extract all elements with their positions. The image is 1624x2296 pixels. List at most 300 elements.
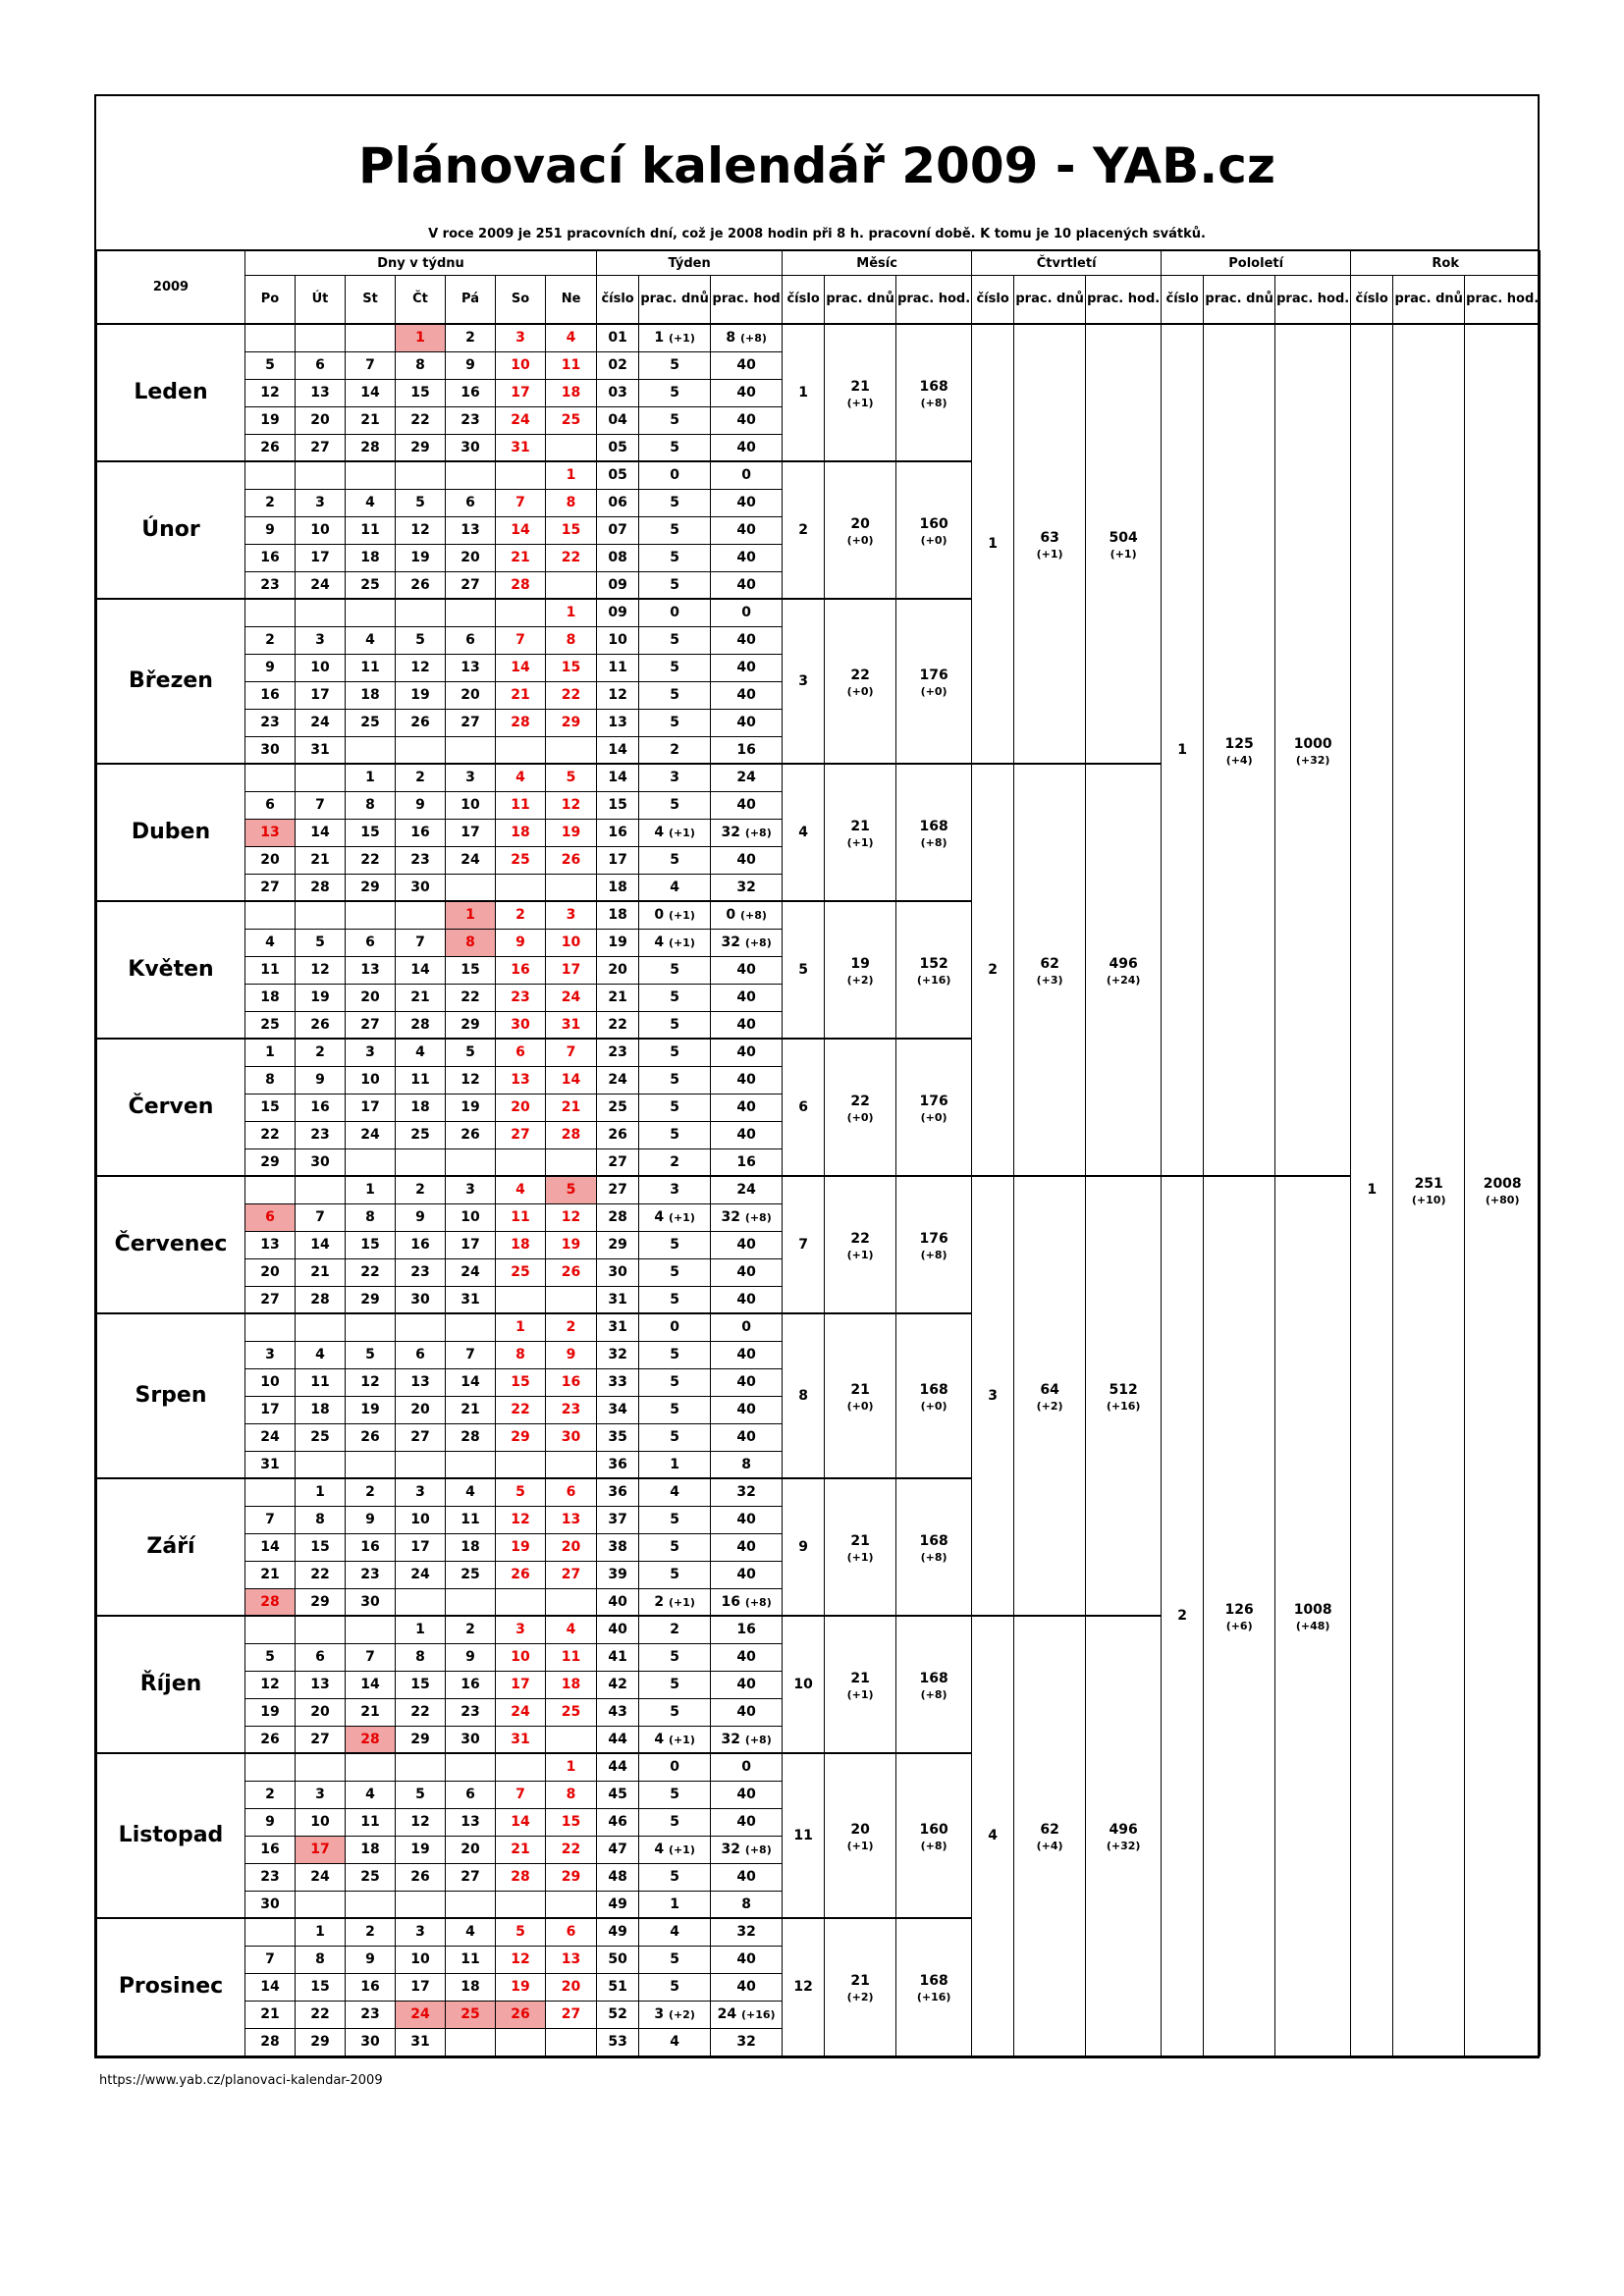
month-workdays [825,599,896,764]
day-cell: 5 [546,764,597,791]
quarter-number: 2 [972,764,1014,1176]
day-cell: 9 [346,1506,396,1533]
day-cell [396,1588,446,1616]
day-cell: 17 [446,819,496,846]
week-workhours-value: 40 [736,412,756,428]
week-workdays-value: 5 [670,1951,679,1967]
day-cell: 20 [346,984,396,1011]
week-workhours [711,1891,783,1918]
week-workdays-delta: (+2) [668,2008,695,2021]
week-workdays-value: 4 [654,1731,665,1747]
week-number: 48 [597,1863,639,1891]
day-cell [396,599,446,626]
week-workhours [711,379,783,406]
month-workhours-delta: (+8) [920,1249,947,1261]
day-cell [446,2028,496,2056]
quarter-workdays-value: 64 [1040,1382,1059,1398]
day-cell: 22 [245,1121,296,1148]
day-cell: 10 [446,791,496,819]
week-workhours [711,1231,783,1258]
day-cell: 25 [496,1258,546,1286]
day-cell: 20 [546,1533,597,1561]
week-workdays-value: 5 [670,385,679,400]
month-workhours [896,764,972,901]
quarter-workhours-value: 504 [1109,530,1138,546]
week-workdays-value: 3 [670,1182,679,1199]
quarter-workhours [1086,1176,1162,1616]
day-cell: 27 [296,434,346,461]
calendar-sheet [94,94,1540,2058]
week-workhours-value: 40 [736,1099,756,1115]
week-workdays [639,1781,711,1808]
day-cell: 19 [396,544,446,571]
day-cell: 10 [396,1506,446,1533]
week-workhours [711,764,783,791]
week-number: 41 [597,1643,639,1671]
week-workdays [639,1258,711,1286]
day-cell: 23 [446,1698,496,1726]
day-cell: 5 [396,489,446,516]
week-workhours-value: 16 [721,1593,740,1610]
day-cell: 1 [346,764,396,791]
day-cell: 30 [546,1423,597,1451]
half-workdays-header: prac. dnů [1204,276,1275,325]
day-cell: 15 [296,1533,346,1561]
week-workdays [639,1451,711,1478]
month-name: Duben [97,764,245,901]
day-cell [446,874,496,901]
day-cell: 3 [296,489,346,516]
month-workdays-delta: (+2) [846,1991,874,2004]
half-workdays-value: 125 [1224,736,1254,752]
week-number: 36 [597,1478,639,1506]
day-cell: 29 [546,709,597,736]
week-workdays [639,654,711,681]
week-number: 25 [597,1094,639,1121]
day-cell: 4 [346,626,396,654]
week-workhours [711,1478,783,1506]
week-workhours-value: 32 [736,1484,756,1501]
day-cell: 24 [396,2001,446,2028]
day-cell: 27 [446,571,496,599]
day-cell: 13 [446,654,496,681]
week-number: 39 [597,1561,639,1588]
month-workhours-value: 168 [919,1671,948,1686]
week-workdays [639,846,711,874]
month-workdays-value: 21 [850,1382,870,1398]
day-cell: 11 [496,1203,546,1231]
week-workdays [639,2028,711,2056]
month-workhours [896,1753,972,1918]
day-cell: 17 [296,681,346,709]
month-number: 10 [783,1616,825,1753]
day-cell: 12 [396,654,446,681]
month-number: 6 [783,1039,825,1176]
day-cell: 30 [245,736,296,764]
week-workdays-value: 5 [670,1814,679,1830]
week-workdays-value: 5 [670,1539,679,1555]
week-number: 50 [597,1946,639,1973]
day-cell: 21 [496,544,546,571]
day-cell: 15 [546,1808,597,1836]
day-cell [496,1753,546,1781]
day-cell: 18 [396,1094,446,1121]
month-workdays-value: 20 [850,1822,870,1838]
week-workhours-value: 40 [736,989,756,1005]
week-number: 49 [597,1891,639,1918]
day-cell: 5 [496,1918,546,1946]
page-title: Plánovací kalendář 2009 - YAB.cz [358,137,1275,194]
day-cell [546,1148,597,1176]
day-cell: 19 [496,1533,546,1561]
day-cell: 14 [245,1973,296,2001]
week-number: 46 [597,1808,639,1836]
week-workhours [711,1726,783,1753]
week-number: 45 [597,1781,639,1808]
day-cell: 4 [446,1918,496,1946]
week-number: 22 [597,1011,639,1039]
day-cell: 14 [496,516,546,544]
day-cell: 7 [245,1946,296,1973]
day-cell [245,1753,296,1781]
week-workdays-value: 5 [670,1704,679,1720]
day-cell: 2 [245,626,296,654]
quarter-workdays-value: 62 [1040,1822,1059,1839]
day-cell [245,1478,296,1506]
day-cell: 15 [396,379,446,406]
week-number: 18 [597,901,639,929]
month-workhours-delta: (+0) [920,1400,947,1413]
week-workdays-value: 4 [670,1924,679,1941]
week-workdays-value: 1 [654,330,665,347]
day-cell: 9 [245,1808,296,1836]
day-cell: 14 [496,654,546,681]
day-cell: 31 [396,2028,446,2056]
week-number: 40 [597,1588,639,1616]
week-workdays [639,736,711,764]
day-cell: 5 [496,1478,546,1506]
day-cell: 21 [245,1561,296,1588]
day-cell: 22 [446,984,496,1011]
week-workhours-value: 40 [736,495,756,510]
month-workdays [825,1478,896,1616]
month-workhours-value: 168 [919,1382,948,1398]
day-cell [496,1286,546,1313]
day-cell: 29 [346,874,396,901]
week-workdays [639,1176,711,1203]
day-cell: 7 [296,1203,346,1231]
week-workdays [639,1478,711,1506]
month-workhours-delta: (+8) [920,1688,947,1701]
day-cell: 24 [296,571,346,599]
day-cell: 21 [346,1698,396,1726]
quarter-workhours-delta: (+16) [1106,1400,1141,1413]
day-cell [296,1176,346,1203]
week-workdays-value: 5 [670,1237,679,1253]
month-name: Leden [97,324,245,461]
day-cell: 17 [346,1094,396,1121]
day-cell [245,324,296,351]
year-workhours-value: 2008 [1483,1176,1522,1193]
week-workdays [639,1918,711,1946]
month-number: 5 [783,901,825,1039]
day-cell: 30 [346,1588,396,1616]
day-cell: 9 [446,351,496,379]
day-cell: 16 [245,1836,296,1863]
week-workhours [711,1973,783,2001]
week-workhours [711,544,783,571]
day-cell: 1 [546,1753,597,1781]
day-cell [296,1753,346,1781]
day-cell: 3 [245,1341,296,1368]
week-workdays-value: 5 [670,852,679,868]
page-subtitle: V roce 2009 je 251 pracovních dní, což je 2008 hodin při 8 h. pracovní době. K tomu je 10 placených svátků. [428,227,1206,241]
week-workhours-delta: (+8) [744,1733,772,1746]
week-workhours [711,1094,783,1121]
week-number: 13 [597,709,639,736]
day-cell: 1 [245,1039,296,1066]
day-cell: 10 [245,1368,296,1396]
week-number: 29 [597,1231,639,1258]
day-cell: 12 [245,379,296,406]
day-cell: 29 [446,1011,496,1039]
week-workhours [711,1286,783,1313]
day-cell: 25 [446,1561,496,1588]
week-workdays-delta: (+1) [668,1211,695,1224]
day-cell: 28 [496,571,546,599]
week-workdays [639,434,711,461]
day-cell [245,599,296,626]
day-cell: 8 [446,929,496,956]
week-workdays [639,1203,711,1231]
week-number: 31 [597,1313,639,1341]
day-cell: 4 [296,1341,346,1368]
day-cell: 13 [446,516,496,544]
day-cell: 13 [546,1946,597,1973]
day-cell: 11 [346,1808,396,1836]
day-cell: 21 [296,1258,346,1286]
week-workdays [639,1863,711,1891]
day-cell: 22 [546,681,597,709]
day-cell: 22 [546,544,597,571]
week-workhours-value: 40 [736,1044,756,1061]
month-workdays [825,1753,896,1918]
day-cell: 12 [396,516,446,544]
day-cell: 4 [396,1039,446,1066]
day-cell [346,461,396,489]
day-cell: 13 [296,1671,346,1698]
month-workdays [825,764,896,901]
day-cell: 20 [546,1973,597,2001]
day-cell: 14 [546,1066,597,1094]
month-number: 4 [783,764,825,901]
day-cell: 6 [296,351,346,379]
week-workdays-value: 5 [670,576,679,593]
month-workhours-delta: (+8) [920,397,947,409]
day-cell: 10 [496,351,546,379]
month-workdays [825,1176,896,1313]
quarter-workdays-delta: (+2) [1036,1400,1063,1413]
week-workdays-value: 5 [670,660,679,675]
day-cell [296,1616,346,1643]
week-workdays-delta: (+1) [668,936,695,949]
day-cell: 18 [496,819,546,846]
day-header-4: Pá [446,276,496,325]
day-cell: 3 [446,1176,496,1203]
day-cell: 1 [396,324,446,351]
week-workdays-header: prac. dnů [639,276,711,325]
day-cell: 17 [546,956,597,984]
day-cell: 25 [346,709,396,736]
day-cell: 25 [546,406,597,434]
day-cell: 21 [296,846,346,874]
week-workdays-value: 4 [654,825,665,840]
week-workhours [711,1863,783,1891]
day-cell: 16 [346,1533,396,1561]
week-workhours-value: 40 [736,962,756,978]
week-workdays-value: 5 [670,715,679,730]
week-workhours-value: 0 [741,467,751,484]
half-workhours-value: 1000 [1293,736,1332,752]
day-cell: 22 [546,1836,597,1863]
day-cell [296,1891,346,1918]
day-cell [546,1891,597,1918]
week-workdays-value: 5 [670,522,679,538]
day-cell [496,2028,546,2056]
week-workhours-value: 0 [726,907,736,924]
week-workdays-value: 5 [670,632,679,648]
day-cell [446,1891,496,1918]
day-cell: 9 [446,1643,496,1671]
week-number: 21 [597,984,639,1011]
day-cell [496,874,546,901]
day-cell: 30 [245,1891,296,1918]
day-cell: 15 [446,956,496,984]
week-workhours-value: 40 [736,1649,756,1665]
week-workhours-value: 32 [721,1842,740,1857]
month-name: Září [97,1478,245,1616]
day-cell: 16 [446,1671,496,1698]
table-row [97,324,1541,351]
week-workdays-value: 5 [670,1512,679,1527]
day-cell [296,461,346,489]
week-number: 18 [597,874,639,901]
day-cell: 28 [245,1588,296,1616]
day-cell [446,1313,496,1341]
day-cell: 3 [496,1616,546,1643]
month-workhours-delta: (+0) [920,534,947,547]
day-cell: 23 [446,406,496,434]
quarter-workhours [1086,764,1162,1176]
day-cell: 29 [346,1286,396,1313]
week-workdays [639,1066,711,1094]
day-cell: 6 [245,791,296,819]
day-cell [446,1588,496,1616]
day-cell [446,1753,496,1781]
day-cell [546,1286,597,1313]
week-workdays [639,571,711,599]
day-cell: 28 [346,1726,396,1753]
week-number: 20 [597,956,639,984]
day-cell: 7 [546,1039,597,1066]
day-cell: 31 [245,1451,296,1478]
day-header-1: Út [296,276,346,325]
day-cell: 26 [346,1423,396,1451]
day-cell: 11 [546,351,597,379]
day-cell: 5 [396,1781,446,1808]
year-workdays [1393,324,1465,2056]
month-workdays-value: 22 [850,1094,870,1109]
week-workdays-delta: (+1) [668,1733,695,1746]
day-cell [245,461,296,489]
week-workhours [711,1836,783,1863]
year-workhours-delta: (+80) [1485,1194,1520,1207]
day-cell [245,1616,296,1643]
day-cell: 4 [546,1616,597,1643]
week-workhours [711,1753,783,1781]
week-workdays [639,709,711,736]
week-workhours [711,1176,783,1203]
day-cell: 21 [496,1836,546,1863]
day-cell: 23 [546,1396,597,1423]
month-number: 11 [783,1753,825,1918]
week-workhours [711,1533,783,1561]
day-cell: 4 [496,764,546,791]
month-number: 7 [783,1176,825,1313]
month-workdays [825,324,896,461]
day-cell: 30 [496,1011,546,1039]
day-cell: 27 [546,1561,597,1588]
month-number-header: číslo [783,276,825,325]
day-cell: 18 [346,1836,396,1863]
day-cell: 18 [446,1533,496,1561]
day-cell: 8 [296,1506,346,1533]
week-workdays [639,1121,711,1148]
day-cell [296,599,346,626]
month-number: 3 [783,599,825,764]
week-workhours-delta: (+8) [739,332,767,346]
month-workhours [896,1918,972,2056]
day-cell: 15 [546,654,597,681]
day-cell: 19 [245,406,296,434]
week-workdays [639,901,711,929]
day-cell: 20 [245,846,296,874]
day-cell: 12 [496,1946,546,1973]
day-cell: 29 [396,434,446,461]
day-cell: 23 [245,709,296,736]
week-workhours [711,1671,783,1698]
day-cell: 28 [446,1423,496,1451]
day-cell: 27 [446,1863,496,1891]
week-workhours-value: 40 [736,852,756,868]
week-number: 01 [597,324,639,351]
week-workdays [639,1561,711,1588]
week-workdays-value: 0 [670,467,679,484]
day-cell: 5 [346,1341,396,1368]
week-workhours-value: 8 [741,1896,751,1912]
day-cell: 9 [296,1066,346,1094]
day-cell: 19 [496,1973,546,2001]
week-number-header: číslo [597,276,639,325]
week-workhours-header: prac. hod [711,276,783,325]
day-cell: 14 [296,1231,346,1258]
week-workdays-value: 5 [670,1567,679,1582]
day-cell: 30 [446,434,496,461]
day-cell: 12 [346,1368,396,1396]
month-workdays [825,1616,896,1753]
week-workdays-value: 5 [670,1072,679,1088]
half-workhours-value: 1008 [1293,1602,1332,1619]
